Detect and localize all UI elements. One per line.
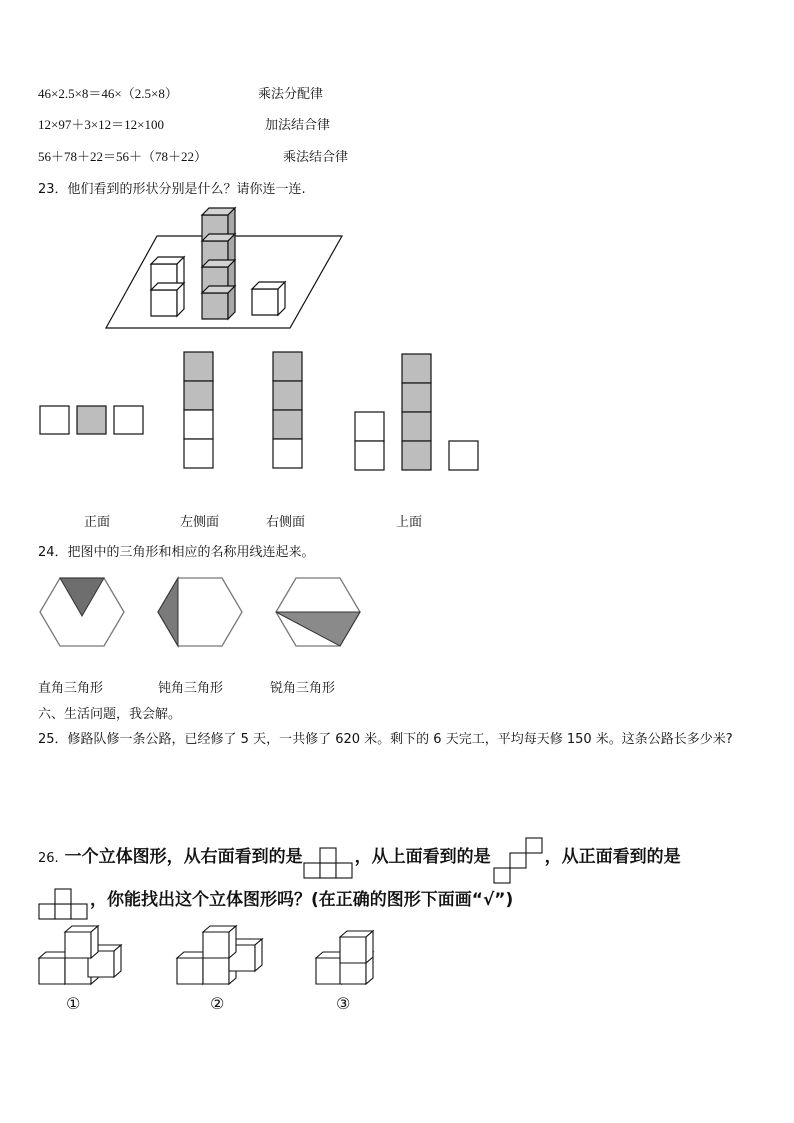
label-obtuse-triangle: 钝角三角形 bbox=[158, 681, 224, 696]
question-26-part-1: 一个立体图形，从右面看到的是 bbox=[64, 847, 303, 867]
caption-left: 左侧面 bbox=[180, 515, 220, 530]
option-label-3[interactable]: ③ bbox=[336, 994, 351, 1013]
question-26-line-2 bbox=[38, 884, 513, 916]
question-25-text: 25．修路队修一条公路，已经修了 5 天，一共修了 620 米。剩下的 6 天完工，平均每天修 150 米。这条公路长多少米? bbox=[38, 732, 733, 747]
question-24-text: 24．把图中的三角形和相应的名称用线连起来。 bbox=[38, 545, 315, 560]
top-view-figure bbox=[491, 837, 545, 885]
label-right-triangle: 直角三角形 bbox=[38, 681, 104, 696]
view-option-front bbox=[40, 406, 143, 434]
law-name-3: 乘法结合律 bbox=[283, 150, 349, 165]
right-view-figure bbox=[303, 847, 355, 879]
law-name-1: 乘法分配律 bbox=[258, 87, 324, 102]
view-option-right bbox=[273, 352, 302, 468]
question-26-part-2: ，从上面看到的是 bbox=[354, 847, 491, 867]
hexagon-obtuse-triangle bbox=[158, 578, 242, 646]
caption-front: 正面 bbox=[84, 515, 111, 530]
question-26-part-3: ，从正面看到的是 bbox=[544, 847, 681, 867]
front-view-figure bbox=[38, 888, 90, 920]
law-name-2: 加法结合律 bbox=[265, 118, 331, 133]
solid-option-3 bbox=[316, 931, 373, 984]
law-expression-1: 46×2.5×8＝46×（2.5×8） bbox=[38, 86, 178, 101]
option-label-2[interactable]: ② bbox=[210, 994, 225, 1013]
question-23-text: 23．他们看到的形状分别是什么？请你连一连. bbox=[38, 182, 306, 197]
caption-top: 上面 bbox=[396, 515, 423, 530]
section-title: 六、生活问题，我会解。 bbox=[38, 707, 182, 722]
label-acute-triangle: 锐角三角形 bbox=[270, 681, 336, 696]
question-26-number: 26. bbox=[38, 851, 59, 866]
option-label-1[interactable]: ① bbox=[66, 994, 81, 1013]
solid-option-2 bbox=[177, 926, 262, 984]
question-26-line-1 bbox=[38, 833, 681, 881]
view-option-top bbox=[355, 354, 478, 470]
hexagon-acute-triangle bbox=[276, 578, 360, 646]
hexagon-right-triangle bbox=[40, 578, 124, 646]
caption-right: 右侧面 bbox=[266, 515, 306, 530]
solid-option-1 bbox=[39, 926, 121, 984]
law-expression-2: 12×97＋3×12＝12×100 bbox=[38, 117, 164, 132]
law-expression-3: 56＋78＋22＝56＋（78＋22） bbox=[38, 149, 208, 164]
question-26-part-4: ，你能找出这个立体图形吗？(在正确的图形下面画“√”) bbox=[90, 890, 514, 910]
view-option-left bbox=[184, 352, 213, 468]
